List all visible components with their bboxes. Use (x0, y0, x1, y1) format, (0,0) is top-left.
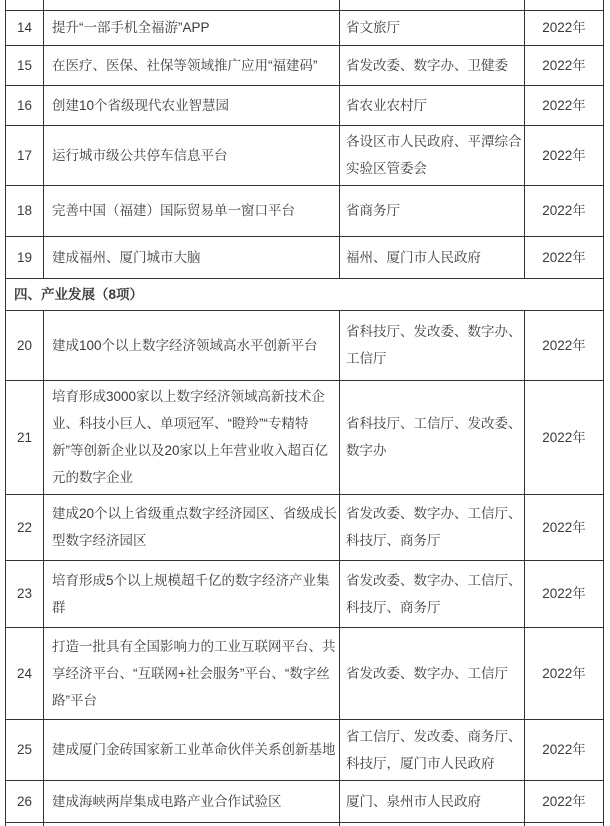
table-row (6, 45, 604, 85)
table-row (6, 780, 604, 822)
table-row (6, 236, 604, 278)
partial-row-top (6, 0, 604, 10)
year-cell: 2022年 (525, 719, 604, 780)
section-header-row (6, 278, 604, 310)
year-cell: 2022年 (525, 780, 604, 822)
year-cell: 2022年 (525, 236, 604, 278)
year-cell: 2022年 (525, 560, 604, 627)
task-cell: 建成20个以上省级重点数字经济园区、省级成长型数字经济园区 (44, 494, 340, 560)
department-cell: 省科技厅、工信厅、发改委、数字办 (340, 380, 525, 494)
table-row (6, 380, 604, 494)
department-cell: 省科技厅、发改委、数字办、工信厅 (340, 310, 525, 380)
row-number-cell: 16 (6, 85, 44, 125)
table-row (6, 185, 604, 236)
table-row (6, 719, 604, 780)
year-cell: 2022年 (525, 45, 604, 85)
task-plan-table (5, 0, 604, 826)
row-number-cell: 23 (6, 560, 44, 627)
row-number-cell: 19 (6, 236, 44, 278)
department-cell: 省工信厅、发改委、商务厅、科技厅，厦门市人民政府 (340, 719, 525, 780)
table-row (6, 310, 604, 380)
department-cell: 省发改委、数字办、工信厅、科技厅、商务厅 (340, 494, 525, 560)
task-cell: 培育形成5个以上规模超千亿的数字经济产业集群 (44, 560, 340, 627)
task-cell: 建成福州、厦门城市大脑 (44, 236, 340, 278)
task-cell: 完善中国（福建）国际贸易单一窗口平台 (44, 185, 340, 236)
row-number-cell: 21 (6, 380, 44, 494)
year-cell: 2022年 (525, 627, 604, 719)
year-cell (525, 822, 604, 826)
task-cell: 打造一批具有全国影响力的工业互联网平台、共享经济平台、“互联网+社会服务”平台、“数字丝路”平台 (44, 627, 340, 719)
table-row (6, 10, 604, 45)
department-cell: 省文旅厅 (340, 10, 525, 45)
task-cell (44, 0, 340, 10)
year-cell (525, 0, 604, 10)
department-cell: 省发改委、数字办、工信厅 (340, 627, 525, 719)
department-cell: 各设区市人民政府、平潭综合实验区管委会 (340, 125, 525, 185)
table-row (6, 85, 604, 125)
task-cell: 在医疗、医保、社保等领域推广应用“福建码” (44, 45, 340, 85)
row-number-cell: 20 (6, 310, 44, 380)
row-number-cell (6, 822, 44, 826)
row-number-cell: 25 (6, 719, 44, 780)
department-cell: 省农业农村厅 (340, 85, 525, 125)
year-cell: 2022年 (525, 85, 604, 125)
task-cell: 建成100个以上数字经济领域高水平创新平台 (44, 310, 340, 380)
row-number-cell: 14 (6, 10, 44, 45)
table-row (6, 560, 604, 627)
task-cell: 创建10个省级现代农业智慧园 (44, 85, 340, 125)
department-cell (340, 822, 525, 826)
department-cell: 省商务厅 (340, 185, 525, 236)
table-row (6, 125, 604, 185)
year-cell: 2022年 (525, 380, 604, 494)
task-cell (44, 822, 340, 826)
task-cell: 运行城市级公共停车信息平台 (44, 125, 340, 185)
department-cell (340, 0, 525, 10)
row-number-cell: 22 (6, 494, 44, 560)
row-number-cell: 24 (6, 627, 44, 719)
row-number-cell: 17 (6, 125, 44, 185)
task-cell: 建成厦门金砖国家新工业革命伙伴关系创新基地 (44, 719, 340, 780)
partial-row-bottom (6, 822, 604, 826)
year-cell: 2022年 (525, 125, 604, 185)
year-cell: 2022年 (525, 494, 604, 560)
department-cell: 省发改委、数字办、卫健委 (340, 45, 525, 85)
table-row (6, 627, 604, 719)
year-cell: 2022年 (525, 185, 604, 236)
row-number-cell: 18 (6, 185, 44, 236)
year-cell: 2022年 (525, 310, 604, 380)
task-cell: 提升“一部手机全福游”APP (44, 10, 340, 45)
row-number-cell (6, 0, 44, 10)
department-cell: 厦门、泉州市人民政府 (340, 780, 525, 822)
row-number-cell: 26 (6, 780, 44, 822)
table-row (6, 494, 604, 560)
row-number-cell: 15 (6, 45, 44, 85)
section-header: 四、产业发展（8项） (6, 278, 604, 310)
task-cell: 培育形成3000家以上数字经济领域高新技术企业、科技小巨人、单项冠军、“瞪羚”“专精特新”等创新企业以及20家以上年营业收入超百亿元的数字企业 (44, 380, 340, 494)
department-cell: 福州、厦门市人民政府 (340, 236, 525, 278)
department-cell: 省发改委、数字办、工信厅、科技厅、商务厅 (340, 560, 525, 627)
year-cell: 2022年 (525, 10, 604, 45)
task-cell: 建成海峡两岸集成电路产业合作试验区 (44, 780, 340, 822)
